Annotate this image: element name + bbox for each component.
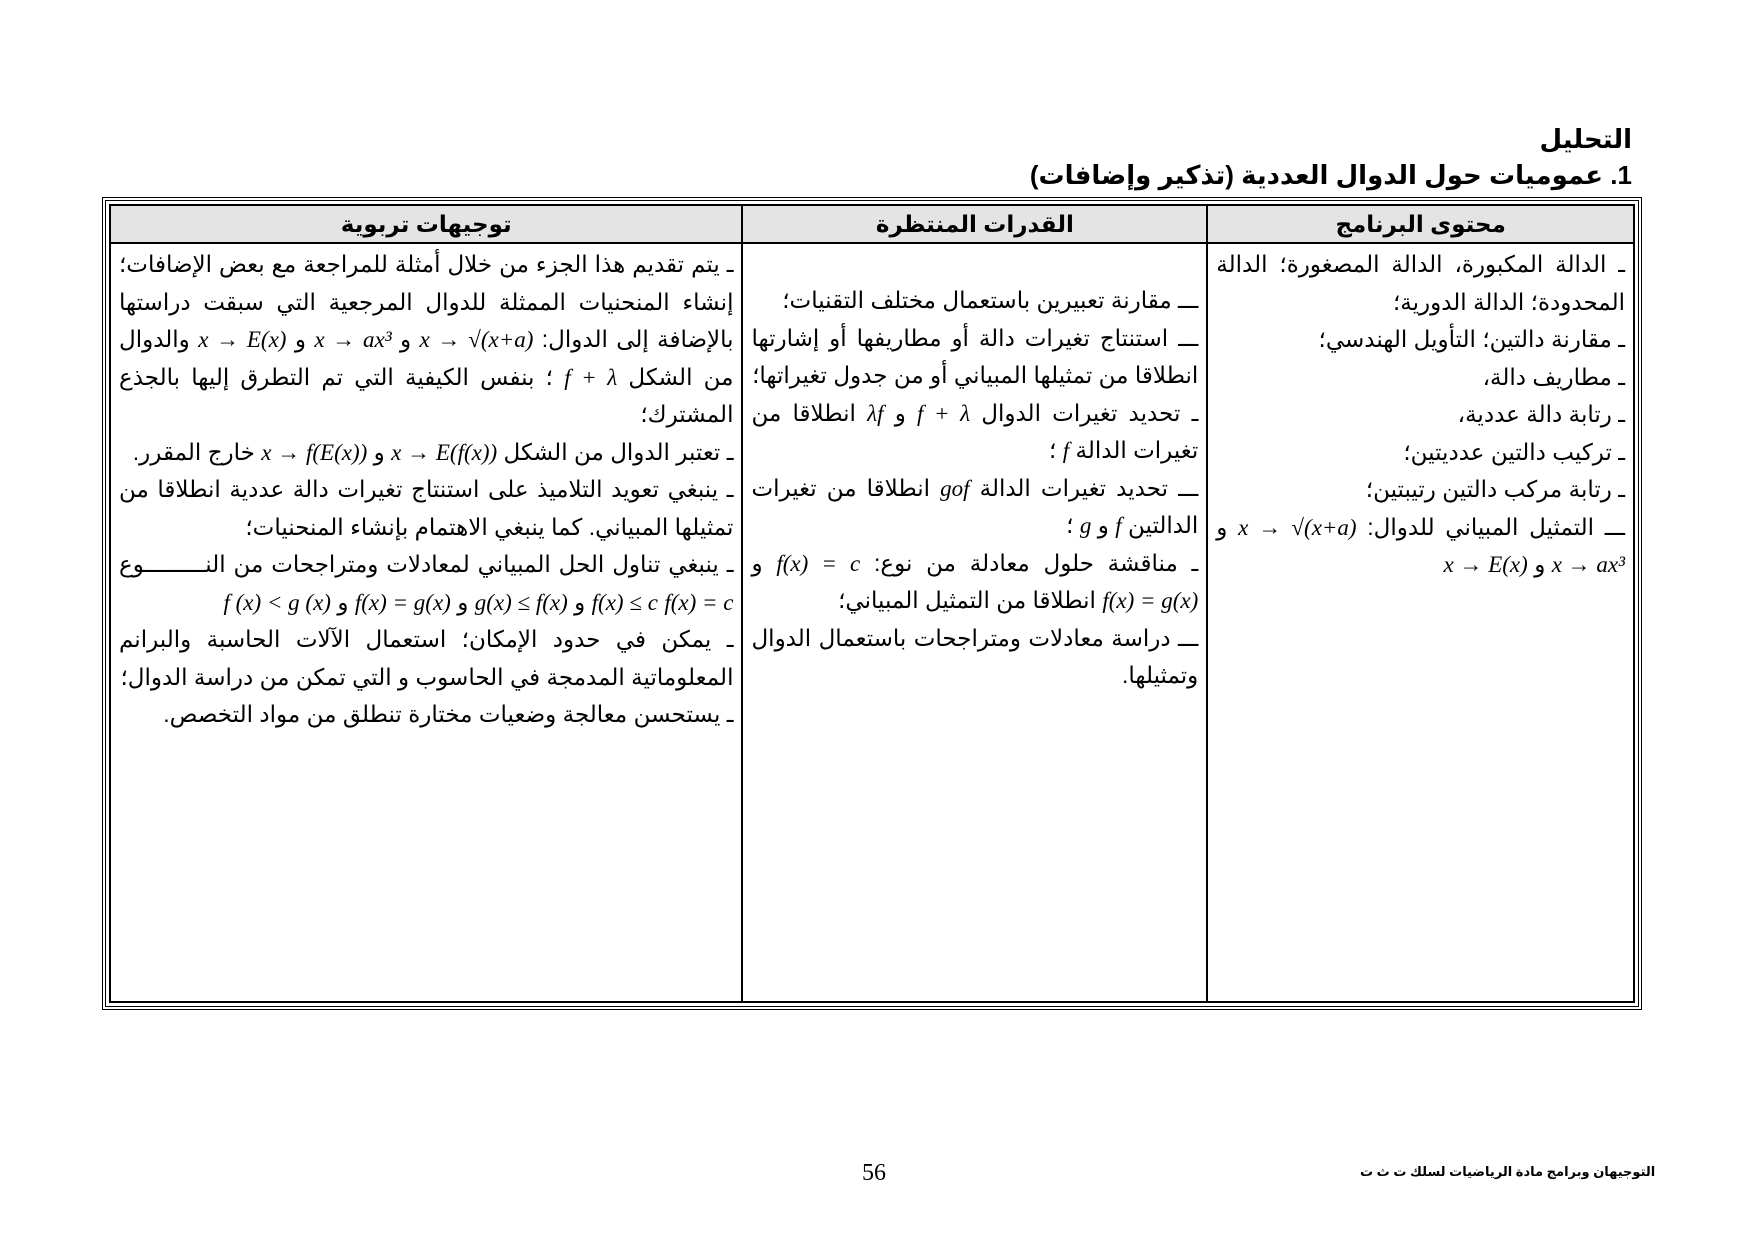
math-expression: x → √(x+a)	[419, 327, 534, 352]
text: ؛	[1066, 512, 1074, 538]
math-expression: f(x) = c	[776, 550, 861, 576]
math-expression: f(x) = g(x)	[354, 589, 451, 615]
math-expression: x → f(E(x))	[261, 439, 368, 465]
math-expression: x → E(f(x))	[391, 439, 498, 465]
list-item	[119, 246, 733, 434]
list-item: ـــ مقارنة تعبيرين باستعمال مختلف التقنيات؛	[782, 287, 1199, 313]
math-expression: gof	[940, 475, 970, 501]
math-expression: f(x) ≤ c	[591, 589, 658, 615]
text: و	[1216, 513, 1228, 540]
text: ـ تعتبر الدوال من الشكل	[503, 438, 734, 465]
list-item	[751, 545, 1198, 620]
text: و	[1097, 512, 1109, 538]
text: و	[400, 326, 412, 352]
list-item: ـ يمكن في حدود الإمكان؛ استعمال الآلات الحاسبة والبرانم المعلوماتية المدمجة في الحاسوب و التي تمكن من دراسة الدوال؛	[119, 626, 734, 690]
section-title: 1. عموميات حول الدوال العددية (تذكير وإضافات)	[1029, 160, 1632, 190]
cell-pedagogical-guidelines	[110, 243, 742, 1002]
text: و	[337, 588, 349, 615]
text: ـــ تحديد تغيرات الدالة	[979, 474, 1199, 501]
text: انطلاقا من تغيرات الدالتين	[751, 474, 1199, 538]
list-item	[751, 470, 1198, 545]
text: ؛ بنفس الكيفية التي تم التطرق إليها بالجذع المشترك؛	[119, 363, 734, 427]
text: ـ يتم تقديم هذا الجزء من خلال أمثلة للمراجعة مع بعض الإضافات؛ إنشاء المنحنيات الممثلة للدوال المرجعية التي سبقت دراستها بالإضافة إلى الدوال:	[119, 251, 734, 352]
curriculum-table-frame	[102, 197, 1642, 1010]
list-item: ـ يستحسن معالجة وضعيات مختارة تنطلق من مواد التخصص.	[163, 701, 734, 727]
text: و	[457, 588, 469, 615]
text: انطلاقا من تغيرات الدالة	[751, 399, 1199, 463]
math-expression: f	[1062, 438, 1070, 463]
math-expression: x → E(x)	[198, 327, 287, 352]
text: ـ تحديد تغيرات الدوال	[981, 399, 1199, 426]
list-item: ـ الدالة المكبورة، الدالة المصغورة؛ الدالة المحدودة؛ الدالة الدورية؛	[1216, 251, 1625, 315]
header-pedagogical-guidelines: توجيهات تربوية	[110, 205, 742, 243]
math-expression: x → √(x+a)	[1238, 514, 1357, 540]
header-expected-abilities: القدرات المنتظرة	[742, 205, 1207, 243]
math-expression: g	[1079, 513, 1092, 538]
list-item: ـــ دراسة معادلات ومتراجحات باستعمال الدوال وتمثيلها.	[751, 624, 1199, 688]
math-expression: f + λ	[917, 400, 971, 426]
text: و	[894, 399, 906, 426]
list-item: ـــ استنتاج تغيرات دالة أو مطاريفها أو إشارتها انطلاقا من تمثيلها المبياني أو من جدول تغيراتها؛	[751, 324, 1199, 388]
text: ؛	[1049, 437, 1057, 463]
list-item: ـ رتابة مركب دالتين رتيبتين؛	[1365, 476, 1625, 502]
math-expression: f	[1115, 513, 1122, 538]
list-item	[1216, 509, 1625, 584]
table-body-row	[110, 243, 1634, 1002]
list-item: ـ رتابة دالة عددية،	[1457, 401, 1625, 427]
list-item	[119, 546, 733, 621]
text: انطلاقا من التمثيل المبياني؛	[838, 587, 1096, 613]
page-heading-analysis: التحليل	[1539, 124, 1632, 154]
text: و	[574, 588, 586, 615]
footer-text: التوجيهان وبرامج مادة الرياضيات لسلك ت ث ت	[1360, 1164, 1656, 1179]
text: و	[751, 549, 763, 576]
math-expression: x → E(x)	[1443, 552, 1528, 577]
table-header-row	[110, 205, 1634, 243]
math-expression: f(x) = g(x)	[1102, 588, 1199, 613]
text: ـ مناقشة حلول معادلة من نوع:	[874, 549, 1199, 576]
list-item: ـ ينبغي تعويد التلاميذ على استنتاج تغيرات دالة عددية انطلاقا من تمثيلها المبياني. كما ينبغي الاهتمام بإنشاء المنحنيات؛	[119, 476, 734, 540]
math-expression: x → ax³	[314, 327, 392, 352]
list-item: ـ تركيب دالتين عدديتين؛	[1403, 438, 1625, 465]
math-expression: x → ax³	[1551, 552, 1625, 577]
cell-program-content	[1207, 243, 1634, 1002]
text: ـ ينبغي تناول الحل المبياني لمعادلات ومتراجحات من النـــــــــوع	[119, 551, 734, 577]
math-expression: g(x) ≤ f(x)	[474, 589, 568, 615]
text: والدوال من الشكل	[119, 326, 734, 390]
page-number: 56	[862, 1160, 886, 1186]
math-expression: f + λ	[564, 364, 618, 390]
text: و	[1534, 551, 1546, 577]
list-item: ـ مقارنة دالتين؛ التأويل الهندسي؛	[1318, 326, 1625, 352]
text: و	[373, 438, 385, 465]
text: و	[294, 326, 306, 352]
cell-expected-abilities	[742, 243, 1207, 1002]
text: ـــ التمثيل المبياني للدوال:	[1367, 513, 1625, 540]
math-expression: f(x) = c	[664, 589, 734, 615]
text: خارج المقرر.	[132, 438, 255, 465]
list-item: ـ مطاريف دالة،	[1482, 363, 1625, 390]
curriculum-table	[109, 204, 1635, 1003]
math-expression: f (x) < g (x)	[223, 589, 331, 615]
math-expression: λf	[867, 400, 884, 426]
header-program-content: محتوى البرنامج	[1207, 205, 1634, 243]
list-item	[119, 434, 733, 472]
list-item	[751, 395, 1198, 470]
